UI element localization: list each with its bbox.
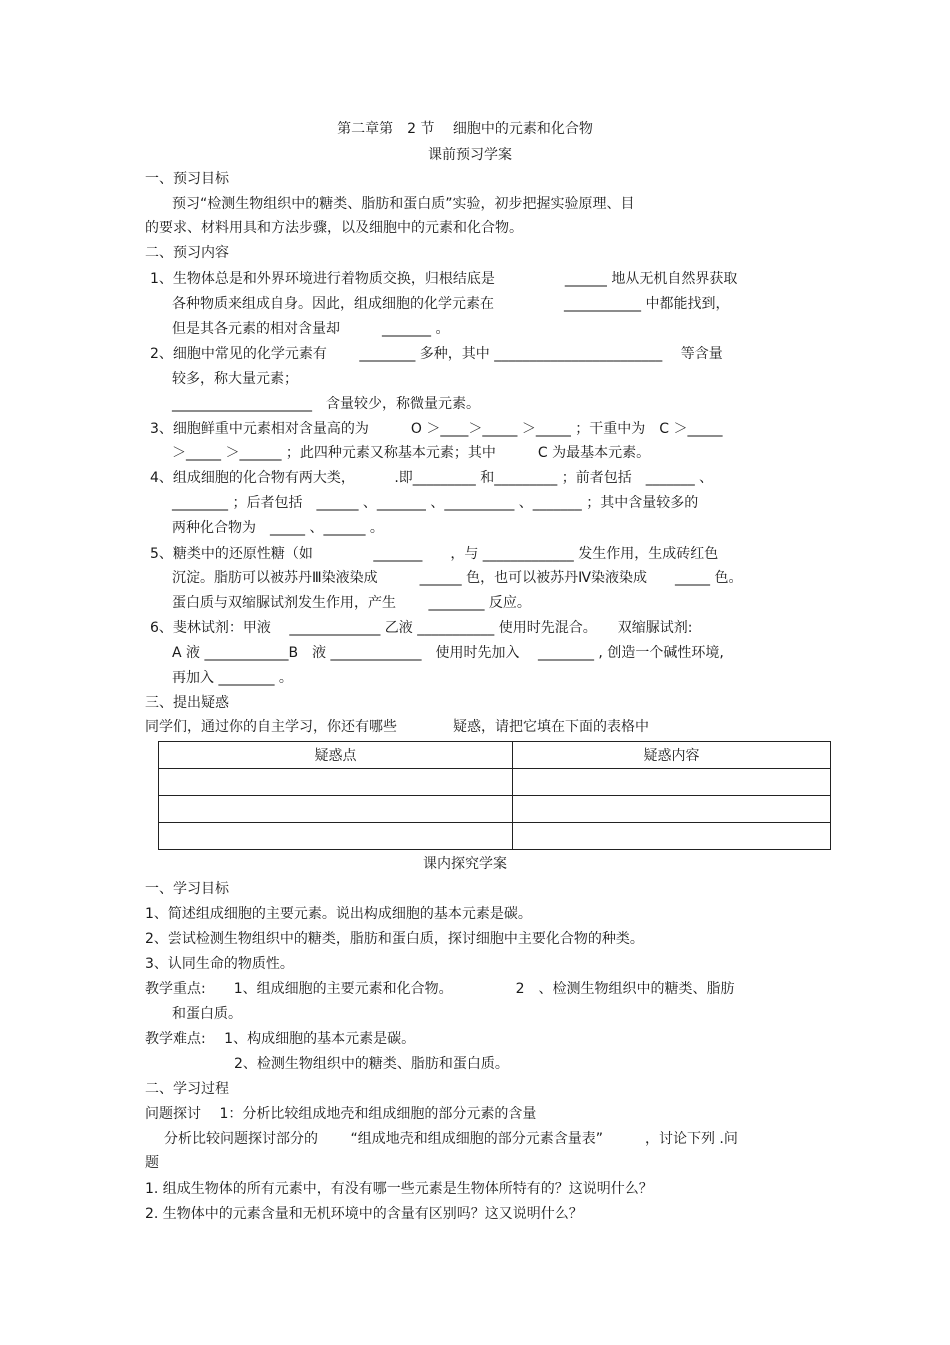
question-3-line: ＞_____ ＞______ ；此四种元素又称基本元素；其中 C 为最基本元素。 [172, 445, 651, 461]
text-line: 的要求、材料用具和方法步骤，以及细胞中的元素和化合物。 [145, 220, 523, 236]
doubts-intro: 同学们，通过你的自主学习，你还有哪些 疑惑，请把它填在下面的表格中 [145, 719, 649, 735]
question-2-line: ____________________ 含量较少，称微量元素。 [172, 396, 480, 412]
table-cell[interactable] [513, 769, 831, 796]
text-line: 问题探讨 1：分析比较组成地壳和组成细胞的部分元素的含量 [145, 1106, 537, 1122]
teaching-key-points: 和蛋白质。 [172, 1006, 242, 1022]
heading-preview-content: 二、预习内容 [145, 245, 229, 261]
question-5-line: 5、糖类中的还原性糖（如 _______ ，与 _____________ 发生作用，生成砖红色 [150, 546, 719, 562]
question-4-line: ________ ；后者包括 ______ 、_______ 、__________ 、_______ ；其中含量较多的 [172, 495, 699, 511]
table-cell[interactable] [513, 796, 831, 823]
text-line: 分析比较问题探讨部分的 “组成地壳和组成细胞的部分元素含量表” ，讨论下列 .问 [164, 1131, 738, 1147]
table-header-row [159, 742, 831, 769]
section-title-preview: 课前预习学案 [428, 147, 512, 163]
table-header-doubt-content: 疑惑内容 [513, 742, 831, 769]
goal-item: 1、简述组成细胞的主要元素。说出构成细胞的基本元素是碳。 [145, 906, 532, 922]
table-row [159, 769, 831, 796]
table-header-doubt-point: 疑惑点 [159, 742, 513, 769]
question-5-line: 沉淀。脂肪可以被苏丹Ⅲ染液染成 ______ 色，也可以被苏丹Ⅳ染液染成 _____ 色。 [172, 570, 743, 586]
page-title: 第二章第 2 节 细胞中的元素和化合物 [337, 121, 593, 137]
table-cell[interactable] [159, 796, 513, 823]
doubts-table [158, 741, 831, 850]
table-cell[interactable] [159, 823, 513, 850]
question-1-line: 各种物质来组成自身。因此，组成细胞的化学元素在 ___________ 中都能找到， [172, 296, 730, 312]
heading-study-goal: 一、学习目标 [145, 881, 229, 897]
table-row [159, 823, 831, 850]
heading-doubts: 三、提出疑惑 [145, 695, 229, 711]
question-6-line: 再加入 ________ 。 [172, 670, 293, 686]
text-line: 预习“检测生物组织中的糖类、脂肪和蛋白质”实验，初步把握实验原理、目 [172, 196, 635, 212]
table-row [159, 796, 831, 823]
question-4-line: 4、组成细胞的化合物有两大类， .即_________ 和_________ ；前者包括 _______ 、 [150, 470, 714, 486]
teaching-difficulties: 教学难点: 1、构成细胞的基本元素是碳。 [145, 1031, 416, 1047]
section-title-explore: 课内探究学案 [423, 856, 507, 872]
question-2-line: 较多，称大量元素； [172, 371, 298, 387]
text-line: 2. 生物体中的元素含量和无机环境中的含量有区别吗？这又说明什么？ [145, 1206, 583, 1222]
text-line: 题 [145, 1155, 159, 1171]
question-3-line: 3、细胞鲜重中元素相对含量高的为 O ＞____＞_____ ＞_____ ；干重中为 C ＞_____ [150, 421, 723, 437]
question-1-line: 但是其各元素的相对含量却 _______ 。 [172, 321, 450, 337]
heading-learning-process: 二、学习过程 [145, 1081, 229, 1097]
table-cell[interactable] [513, 823, 831, 850]
question-6-line: 6、斐林试剂：甲液 _____________ 乙液 ___________ 使用时先混合。 双缩脲试剂: [150, 620, 693, 636]
table-cell[interactable] [159, 769, 513, 796]
heading-preview-goal: 一、预习目标 [145, 171, 229, 187]
question-6-line: A 液 ____________B 液 _____________ 使用时先加入 ________ , 创造一个碱性环境, [172, 645, 724, 661]
question-4-line: 两种化合物为 _____ 、______ 。 [172, 520, 384, 536]
goal-item: 2、尝试检测生物组织中的糖类，脂肪和蛋白质，探讨细胞中主要化合物的种类。 [145, 931, 644, 947]
teaching-difficulties: 2、检测生物组织中的糖类、脂肪和蛋白质。 [234, 1056, 509, 1072]
question-2-line: 2、细胞中常见的化学元素有 ________ 多种，其中 ________________________ 等含量 [150, 346, 723, 362]
teaching-key-points: 教学重点: 1、组成细胞的主要元素和化合物。 2 、检测生物组织中的糖类、脂肪 [145, 981, 735, 997]
text-line: 1. 组成生物体的所有元素中，有没有哪一些元素是生物体所特有的？这说明什么？ [145, 1181, 653, 1197]
question-1-line: 1、生物体总是和外界环境进行着物质交换，归根结底是 ______ 地从无机自然界获取 [150, 271, 738, 287]
goal-item: 3、认同生命的物质性。 [145, 956, 294, 972]
question-5-line: 蛋白质与双缩脲试剂发生作用，产生 ________ 反应。 [172, 595, 531, 611]
